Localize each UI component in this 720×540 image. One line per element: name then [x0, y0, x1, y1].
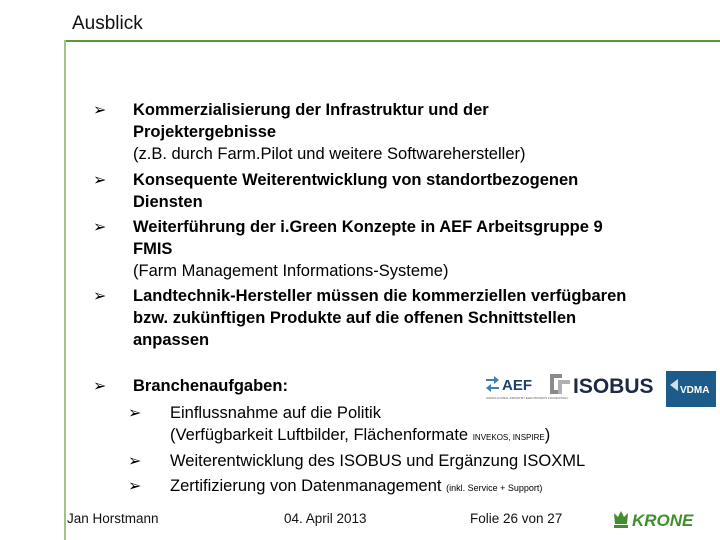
isobus-logo [546, 371, 658, 397]
aef-logo-text: AEF [502, 377, 532, 394]
vdma-logo-text: VDMA [680, 385, 710, 396]
bullet-1-line-2: Projektergebnisse [133, 123, 277, 141]
sub-bullet-3-text: Zertifizierung von Datenmanagement [170, 477, 442, 495]
footer-author: Jan Horstmann [67, 511, 159, 526]
title-divider [64, 40, 720, 42]
sub-bullet-3-small: (inkl. Service + Support) [446, 483, 543, 493]
bullet-arrow-icon: ➢ [93, 378, 107, 395]
branchen-heading: Branchenaufgaben: [133, 377, 288, 395]
krone-logo [612, 506, 716, 532]
bullet-1-line-1: Kommerzialisierung der Infrastruktur und der [133, 101, 489, 119]
bullet-3-line-2: FMIS [133, 240, 173, 258]
bullet-3-line-1: Weiterführung der i.Green Konzepte in AEF Arbeitsgruppe 9 [133, 218, 603, 236]
bullet-arrow-icon: ➢ [93, 219, 107, 236]
bullet-4-line-1: Landtechnik-Hersteller müssen die kommerziellen verfügbaren [133, 287, 627, 305]
bullet-4-line-3: anpassen [133, 331, 210, 349]
bullet-1-line-3: (z.B. durch Farm.Pilot und weitere Softwarehersteller) [133, 145, 526, 163]
bullet-3-line-3: (Farm Management Informations-Systeme) [133, 262, 449, 280]
isobus-logo-text: ISOBUS [573, 375, 654, 398]
sub-bullet-1-small: INVEKOS, INSPIRE [472, 433, 545, 442]
sub-bullet-1-line-1: Einflussnahme auf die Politik [170, 404, 381, 422]
sub-bullet-arrow-icon: ➢ [128, 478, 142, 495]
bullet-arrow-icon: ➢ [93, 172, 107, 189]
footer-date: 04. April 2013 [284, 511, 367, 526]
footer-page-number: Folie 26 von 27 [470, 511, 563, 526]
sub-bullet-1-close: ) [544, 426, 551, 444]
krone-logo-text: KRONE [632, 511, 694, 530]
bullet-arrow-icon: ➢ [93, 102, 107, 119]
sub-bullet-2: Weiterentwicklung des ISOBUS und Ergänzung ISOXML [170, 452, 586, 470]
sub-bullet-1-line-2 [170, 425, 550, 448]
sub-bullet-1-text: (Verfügbarkeit Luftbilder, Flächenformate [170, 426, 469, 444]
aef-logo-subtext: AGRICULTURAL INDUSTRY ELECTRONICS FOUNDATION [486, 396, 568, 400]
aef-logo [484, 371, 568, 405]
slide-title: Ausblick [72, 13, 143, 34]
sub-bullet-3 [170, 476, 542, 499]
bullet-2-line-1: Konsequente Weiterentwicklung von standortbezogenen [133, 171, 579, 189]
sub-bullet-arrow-icon: ➢ [128, 453, 142, 470]
vdma-logo [666, 371, 716, 407]
sub-bullet-arrow-icon: ➢ [128, 405, 142, 422]
bullet-4-line-2: bzw. zukünftigen Produkte auf die offenen Schnittstellen [133, 309, 577, 327]
left-divider [64, 40, 66, 540]
bullet-arrow-icon: ➢ [93, 288, 107, 305]
bullet-2-line-2: Diensten [133, 193, 203, 211]
